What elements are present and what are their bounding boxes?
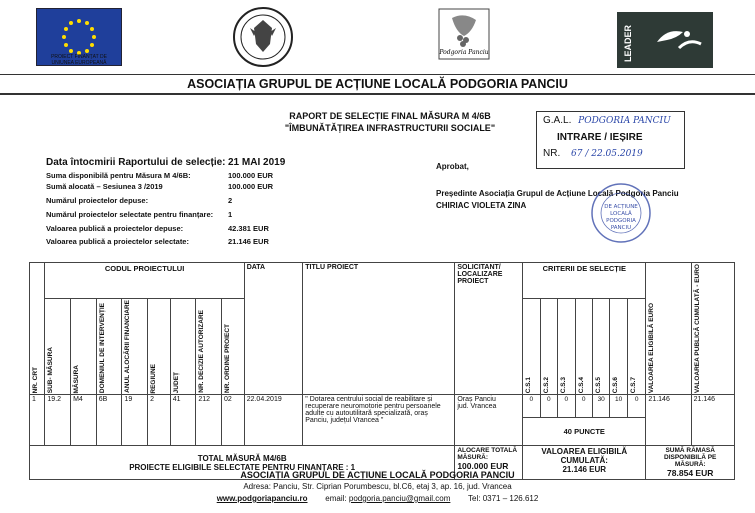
info-value: 42.381 EUR (228, 224, 269, 233)
criteria-header-cell: C.S.4 (575, 299, 592, 395)
header-cell: DOMENIUL DE INTERVENȚIE (96, 299, 122, 395)
score-cell: 0 (523, 395, 540, 418)
alocare-label: ALOCARE TOTALĂ MĂSURĂ: (457, 447, 518, 462)
cell-data: 22.04.2019 (244, 395, 303, 446)
eu-caption-line1: PROIECT FINANȚAT DE (51, 54, 107, 60)
eu-caption (22, 54, 136, 66)
info-label: Suma disponibilă pentru Măsura M 4/6B: (46, 171, 191, 180)
approval-label: Aprobat, (436, 162, 469, 171)
stamp-nr-label: NR. (543, 148, 561, 159)
organization-header: ASOCIAȚIA GRUPUL DE ACȚIUNE LOCALĂ PODGORIA PANCIU (0, 74, 755, 95)
cell-val-elig: 21.146 (646, 395, 691, 446)
selection-table (29, 262, 735, 480)
svg-text:PANCIU: PANCIU (610, 225, 632, 231)
val-cum-label: VALOAREA ELIGIBILĂ CUMULATĂ: (541, 447, 628, 466)
cell-domeniu: 6B (96, 395, 122, 446)
info-label: Numărul proiectelor selectate pentru finanțare: (46, 210, 214, 219)
header-cell-titlu: TITLU PROIECT (303, 263, 455, 395)
footer-tel: Tel: 0371 – 126.612 (468, 494, 539, 503)
svg-text:DE ACȚIUNE: DE ACȚIUNE (604, 204, 638, 210)
info-value: 2 (228, 196, 233, 205)
score-cell: 10 (610, 395, 627, 418)
info-value: 21.146 EUR (228, 237, 269, 246)
criteria-header-cell: C.S.3 (558, 299, 575, 395)
header-cell-val-pub: VALOAREA PUBLICĂ CUMULATĂ - EURO (691, 263, 734, 395)
president-line: Președinte Asociația Grupul de Acțiune Locală Podgoria Panciu (436, 189, 679, 198)
cell-solicitant (455, 395, 523, 446)
report-title-line1: RAPORT DE SELECȚIE FINAL MĂSURA M 4/6B (289, 111, 491, 121)
suma-label: SUMĂ RĂMASĂ DISPONIBILĂ PE MĂSURĂ: (664, 447, 717, 469)
table-row (30, 395, 735, 418)
romania-coat-of-arms-seal (232, 6, 294, 68)
info-values (228, 170, 318, 247)
info-labels (46, 170, 236, 247)
header-cell: NR. DECIZIE AUTORIZARE (196, 299, 222, 395)
score-cell: 0 (627, 395, 646, 418)
header-cell-data: DATA (244, 263, 303, 395)
registration-stamp (536, 111, 685, 169)
report-title (240, 110, 540, 134)
gal-podgoria-panciu-logo (438, 8, 490, 60)
info-label: Valoarea publică a proiectelor depuse: (46, 224, 184, 233)
gal-logo-text: Podgoria Panciu (439, 49, 489, 56)
info-value: 100.000 EUR (228, 171, 274, 180)
header-cell: JUDEȚ (170, 299, 196, 395)
score-cell: 0 (540, 395, 557, 418)
info-label: Valoarea publică a proiectelor selectate: (46, 237, 189, 246)
score-cell: 30 (592, 395, 609, 418)
table-header-row (30, 263, 735, 299)
header-cell: ANUL ALOCĂRII FINANCIARE (122, 299, 148, 395)
cell-nr: 1 (30, 395, 45, 446)
info-value: 100.000 EUR (228, 182, 274, 191)
cell-regiune: 2 (148, 395, 171, 446)
criteria-header-cell: C.S.5 (592, 299, 609, 395)
suma-value: 78.854 EUR (667, 468, 714, 479)
criteria-header-cell: C.S.2 (540, 299, 557, 395)
total-label-line1: TOTAL MĂSURĂ M4/6B (197, 453, 287, 463)
criteria-header-cell: C.S.7 (627, 299, 646, 395)
header-cell: NR. ORDINE PROIECT (222, 299, 245, 395)
stamp-in-out-label: INTRARE / IEȘIRE (557, 132, 643, 143)
leader-logo (617, 12, 713, 68)
header-cell-val-elig: VALOAREA ELIGIBILĂ EURO (646, 263, 691, 395)
info-label: Sumă alocată – Sesiunea 3 /2019 (46, 182, 163, 191)
cell-decizie: 212 (196, 395, 222, 446)
cell-masura: M4 (71, 395, 97, 446)
eu-caption-line2: UNIUNEA EUROPEANĂ (51, 60, 107, 66)
cell-titlu: " Dotarea centrului social de reabilitare și recuperare neuromotorie pentru persoanele adulte cu autoutilitară specializată, oraș Panciu, județul Vrancea " (303, 395, 455, 446)
cell-judet: 41 (170, 395, 196, 446)
footer-website-link[interactable]: www.podgoriapanciu.ro (216, 494, 308, 503)
cell-ordine: 02 (222, 395, 245, 446)
solicitant-line1: Oraș Panciu (457, 396, 496, 404)
footer-address: Adresa: Panciu, Str. Ciprian Porumbescu, bl.C6, etaj 3, ap. 16, jud. Vrancea (243, 482, 512, 491)
header-cell-solicitant: SOLICITANT/ LOCALIZARE PROIECT (455, 263, 523, 395)
header-cell-criterii: CRITERII DE SELECȚIE (523, 263, 646, 299)
total-label-line2: PROIECTE ELIGIBILE SELECTATE PENTRU FINANȚARE : 1 (129, 462, 356, 472)
date-value: 21 MAI 2019 (228, 157, 286, 168)
header-cell: MĂSURA (71, 299, 97, 395)
footer-email-link[interactable]: podgoria.panciu@gmail.com (348, 494, 451, 503)
footer-contact (0, 494, 755, 503)
header-cell: SUB- MĂSURA (45, 299, 71, 395)
footer-title: ASOCIAȚIA GRUPUL DE ACȚIUNE LOCALĂ PODGORIA PANCIU (240, 470, 515, 480)
criteria-header-cell: C.S.1 (523, 299, 540, 395)
total-puncte: 40 PUNCTE (523, 418, 646, 446)
cell-anul: 19 (122, 395, 148, 446)
header-cell: NR. CRT (30, 263, 45, 395)
stamp-gal-label: G.A.L. (543, 115, 572, 126)
criteria-header-cell: C.S.6 (610, 299, 627, 395)
header-cell: REGIUNE (148, 299, 171, 395)
date-label: Data întocmirii Raportului de selecție: (46, 157, 226, 168)
report-title-line2: "ÎMBUNĂTĂȚIREA INFRASTRUCTURII SOCIALE" (284, 123, 496, 133)
info-value: 1 (228, 210, 233, 219)
val-cum-value: 21.146 EUR (562, 465, 607, 475)
cell-val-pub: 21.146 (691, 395, 734, 446)
info-label: Numărul proiectelor depuse: (46, 196, 149, 205)
footer-email-label: email: (325, 494, 347, 503)
stamp-gal-handwritten: PODGORIA PANCIU (578, 116, 671, 126)
president-name: CHIRIAC VIOLETA ZINA (436, 201, 527, 210)
svg-text:LOCALĂ: LOCALĂ (610, 211, 632, 217)
score-cell: 0 (558, 395, 575, 418)
stamp-nr-handwritten: 67 / 22.05.2019 (571, 149, 643, 159)
alocare-value: 100.000 EUR (457, 461, 509, 472)
cell-sub: 19.2 (45, 395, 71, 446)
svg-text:PODGORIA: PODGORIA (606, 218, 636, 224)
header-cell-codul: CODUL PROIECTULUI (45, 263, 244, 299)
score-cell: 0 (575, 395, 592, 418)
leader-text: LEADER (623, 24, 633, 62)
round-stamp-seal (590, 182, 652, 244)
solicitant-line2: jud. Vrancea (457, 403, 497, 411)
